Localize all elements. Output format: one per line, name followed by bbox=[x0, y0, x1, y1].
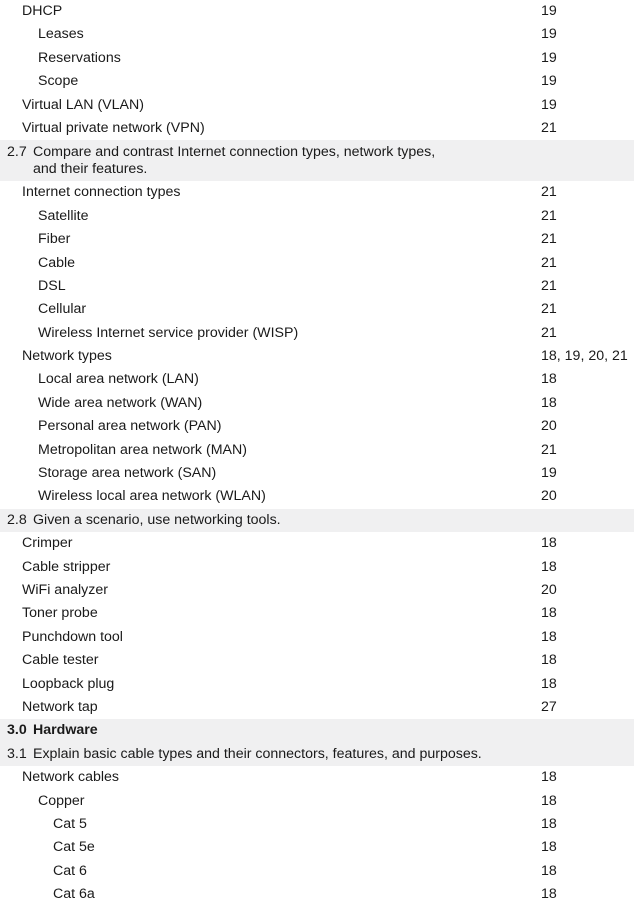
topic-label: Copper bbox=[38, 792, 85, 809]
topic-row bbox=[0, 602, 634, 625]
page-numbers: 18 bbox=[541, 371, 557, 388]
topic-row bbox=[0, 368, 634, 391]
topic-label: Wireless local area network (WLAN) bbox=[38, 488, 266, 505]
objective-row bbox=[0, 509, 634, 532]
topic-row bbox=[0, 649, 634, 672]
topic-label: Network cables bbox=[22, 769, 119, 786]
topic-label: Cat 5e bbox=[53, 839, 95, 856]
topic-label: Cable bbox=[38, 254, 76, 271]
topic-label: Cable stripper bbox=[22, 558, 111, 575]
page-numbers: 21 bbox=[541, 254, 557, 271]
topic-row bbox=[0, 0, 634, 23]
topic-label: Leases bbox=[38, 26, 84, 43]
topic-row bbox=[0, 23, 634, 46]
topic-label: Cat 5 bbox=[53, 815, 87, 832]
topic-label: Wireless Internet service provider (WISP) bbox=[38, 324, 299, 341]
topic-row bbox=[0, 532, 634, 555]
page-numbers: 18 bbox=[541, 628, 557, 645]
topic-row bbox=[0, 70, 634, 93]
page-numbers: 18, 19, 20, 21 bbox=[541, 348, 628, 365]
topic-row bbox=[0, 181, 634, 204]
topic-label: DSL bbox=[38, 277, 66, 294]
page-numbers: 19 bbox=[541, 465, 557, 482]
topic-label: Crimper bbox=[22, 535, 73, 552]
topic-label: Scope bbox=[38, 73, 79, 90]
objective-text bbox=[7, 509, 281, 532]
topic-row bbox=[0, 228, 634, 251]
page-numbers: 21 bbox=[541, 119, 557, 136]
page-numbers: 18 bbox=[541, 862, 557, 879]
topic-row bbox=[0, 47, 634, 70]
page-numbers: 20 bbox=[541, 581, 557, 598]
topic-label: Virtual LAN (VLAN) bbox=[22, 96, 144, 113]
page-numbers: 18 bbox=[541, 815, 557, 832]
page-numbers: 18 bbox=[541, 792, 557, 809]
topic-label: Fiber bbox=[38, 231, 71, 248]
topic-label: DHCP bbox=[22, 3, 63, 19]
objective-row bbox=[0, 140, 634, 181]
topic-row bbox=[0, 766, 634, 789]
topic-row bbox=[0, 345, 634, 368]
page-numbers: 21 bbox=[541, 324, 557, 341]
topic-label: Wide area network (WAN) bbox=[38, 394, 203, 411]
objective-number: 3.1 bbox=[7, 745, 27, 762]
topic-label: Network tap bbox=[22, 698, 98, 715]
topic-row bbox=[0, 439, 634, 462]
page-numbers: 18 bbox=[541, 886, 557, 903]
topic-label: Satellite bbox=[38, 207, 89, 224]
objective-title: Given a scenario, use networking tools. bbox=[33, 511, 281, 528]
topic-row bbox=[0, 813, 634, 836]
page-numbers: 21 bbox=[541, 277, 557, 294]
topic-label: Cat 6 bbox=[53, 862, 87, 879]
topic-label: Cable tester bbox=[22, 652, 99, 669]
topic-row bbox=[0, 790, 634, 813]
topic-row bbox=[0, 462, 634, 485]
domain-heading-row bbox=[0, 719, 634, 742]
page-numbers: 18 bbox=[541, 652, 557, 669]
page-numbers: 19 bbox=[541, 73, 557, 90]
objective-number: 2.8 bbox=[7, 511, 27, 528]
page-numbers: 18 bbox=[541, 558, 557, 575]
page-numbers: 19 bbox=[541, 3, 557, 19]
topic-row bbox=[0, 883, 634, 906]
page-numbers: 21 bbox=[541, 207, 557, 224]
page-numbers: 19 bbox=[541, 49, 557, 66]
topic-label: Cellular bbox=[38, 301, 87, 318]
topic-label: Network types bbox=[22, 348, 112, 365]
topic-label: Loopback plug bbox=[22, 675, 115, 692]
topic-row bbox=[0, 275, 634, 298]
objective-number: 2.7 bbox=[7, 144, 27, 161]
topic-row bbox=[0, 205, 634, 228]
topic-label: Reservations bbox=[38, 49, 121, 66]
objective-number: 3.0 bbox=[7, 722, 27, 739]
topic-row bbox=[0, 94, 634, 117]
topic-label: WiFi analyzer bbox=[22, 581, 108, 598]
topic-row bbox=[0, 322, 634, 345]
topic-row bbox=[0, 696, 634, 719]
objective-title-continued: and their features. bbox=[33, 161, 148, 178]
topic-row bbox=[0, 673, 634, 696]
objective-title: Compare and contrast Internet connection types, network types, bbox=[33, 144, 436, 161]
page-numbers: 18 bbox=[541, 769, 557, 786]
objective-title: Hardware bbox=[33, 722, 98, 739]
topic-label: Personal area network (PAN) bbox=[38, 418, 222, 435]
topic-row bbox=[0, 860, 634, 883]
topic-row bbox=[0, 626, 634, 649]
topic-label: Storage area network (SAN) bbox=[38, 465, 217, 482]
page-numbers: 18 bbox=[541, 839, 557, 856]
topic-label: Metropolitan area network (MAN) bbox=[38, 441, 247, 458]
topic-row bbox=[0, 556, 634, 579]
page-numbers: 21 bbox=[541, 231, 557, 248]
page-numbers: 21 bbox=[541, 301, 557, 318]
page-numbers: 18 bbox=[541, 675, 557, 692]
page-numbers: 18 bbox=[541, 535, 557, 552]
page-numbers: 27 bbox=[541, 698, 557, 715]
topic-row bbox=[0, 117, 634, 140]
topic-label: Toner probe bbox=[22, 605, 98, 622]
page-numbers: 21 bbox=[541, 184, 557, 201]
page-numbers: 18 bbox=[541, 605, 557, 622]
topic-row bbox=[0, 298, 634, 321]
topic-label: Cat 6a bbox=[53, 886, 95, 903]
topic-label: Internet connection types bbox=[22, 184, 181, 201]
topic-row bbox=[0, 485, 634, 508]
page-numbers: 19 bbox=[541, 96, 557, 113]
page-numbers: 20 bbox=[541, 488, 557, 505]
topic-row bbox=[0, 415, 634, 438]
topic-row bbox=[0, 836, 634, 859]
topic-label: Local area network (LAN) bbox=[38, 371, 199, 388]
objective-text bbox=[7, 719, 98, 742]
objective-row bbox=[0, 743, 634, 766]
page-numbers: 19 bbox=[541, 26, 557, 43]
page-numbers: 18 bbox=[541, 394, 557, 411]
topic-row bbox=[0, 392, 634, 415]
topic-row bbox=[0, 252, 634, 275]
topic-label: Punchdown tool bbox=[22, 628, 123, 645]
page-numbers: 20 bbox=[541, 418, 557, 435]
objective-title: Explain basic cable types and their connectors, features, and purposes. bbox=[33, 745, 482, 762]
topic-row bbox=[0, 579, 634, 602]
objective-text bbox=[7, 144, 435, 178]
topic-label: Virtual private network (VPN) bbox=[22, 119, 205, 136]
objective-text bbox=[7, 743, 482, 766]
page-numbers: 21 bbox=[541, 441, 557, 458]
